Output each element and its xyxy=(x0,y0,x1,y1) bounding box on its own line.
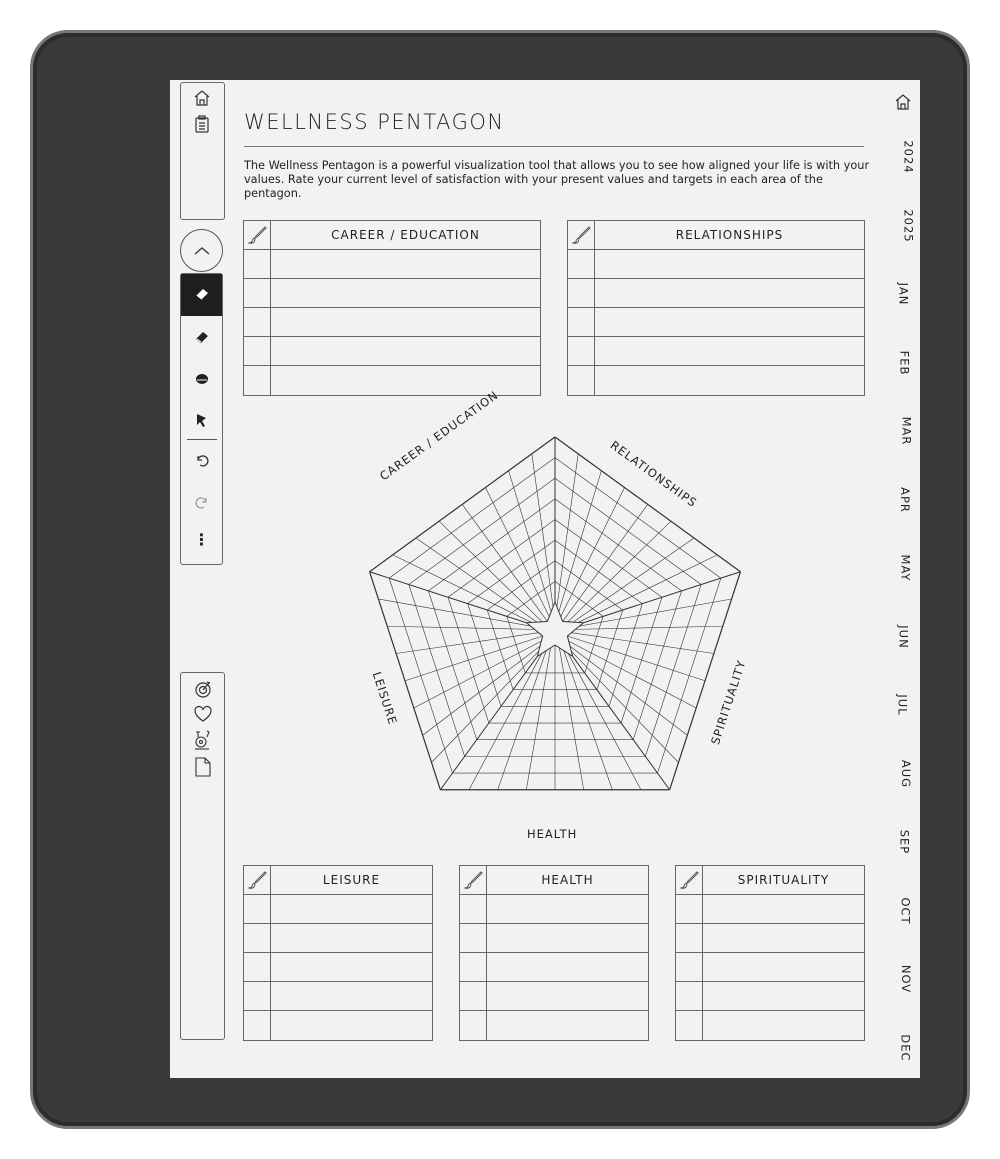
side-tab-label: NOV xyxy=(899,964,914,994)
brush-icon[interactable] xyxy=(247,870,267,890)
pentagon-grid-ring xyxy=(409,584,465,756)
pentagon-grid-radial xyxy=(526,648,550,790)
pentagon-label-career: CAREER / EDUCATION xyxy=(377,387,502,484)
pentagon-grid-radial xyxy=(432,651,539,762)
pentagon-grid-ring xyxy=(555,540,642,603)
side-tab-feb[interactable] xyxy=(892,350,912,375)
pentagon-grid-ring xyxy=(468,604,501,707)
pentagon-grid-radial xyxy=(405,636,543,681)
side-tab-2024[interactable] xyxy=(892,140,916,174)
pentagon-grid-radial xyxy=(557,454,578,607)
side-tab-label: AUG xyxy=(899,759,914,788)
pentagon-label-health: HEALTH xyxy=(527,827,578,841)
pentagon-grid-ring xyxy=(555,499,682,591)
side-tab-label: SEP xyxy=(897,829,912,855)
pentagon-grid-ring xyxy=(597,610,623,690)
home-icon[interactable] xyxy=(894,93,912,111)
page-title: WELLNESS PENTAGON xyxy=(244,110,505,134)
pentagon-grid-radial xyxy=(564,651,612,790)
side-tab-oct[interactable] xyxy=(892,896,913,925)
brush-icon[interactable] xyxy=(679,870,699,890)
side-tab-aug[interactable] xyxy=(892,759,914,788)
pentagon-grid-radial xyxy=(571,633,713,654)
side-tab-label: MAR xyxy=(899,416,914,446)
pentagon-grid-radial xyxy=(563,504,648,621)
pentagon-grid-radial xyxy=(423,646,540,735)
screen xyxy=(170,80,920,1078)
pentagon-grid-ring xyxy=(555,458,721,578)
pentagon-grid-ring xyxy=(555,561,623,610)
table-header: SPIRITUALITY xyxy=(737,873,830,887)
brush-icon[interactable] xyxy=(463,870,483,890)
side-tab-label: JAN xyxy=(896,282,911,306)
pentagon-edge xyxy=(555,437,740,572)
pentagon-grid-radial xyxy=(416,538,537,622)
pentagon-grid-radial xyxy=(568,653,641,789)
page-description: The Wellness Pentagon is a powerful visualization tool that allows you to see how aligned your life is with your values. Rate your current level of satisfaction with your present values and targets in each area of the pentagon. xyxy=(244,159,870,200)
pentagon-grid-radial xyxy=(462,504,547,621)
pentagon-grid-radial xyxy=(532,454,553,607)
pentagon-grid-radial xyxy=(387,626,534,629)
pentagon-grid-ring xyxy=(468,540,555,603)
pentagon-label-leisure: LEISURE xyxy=(369,670,401,727)
side-tab-mar[interactable] xyxy=(892,416,914,446)
side-tab-label: 2024 xyxy=(901,140,916,174)
health-table[interactable] xyxy=(459,865,649,1041)
side-tab-jun[interactable] xyxy=(892,624,912,649)
pentagon-grid-radial xyxy=(571,651,678,762)
pentagon-label-spirituality: SPIRITUALITY xyxy=(708,658,749,747)
side-tab-dec[interactable] xyxy=(892,1033,913,1062)
pentagon-grid-radial xyxy=(498,651,546,790)
pentagon-grid-radial xyxy=(469,653,542,789)
side-tab-may[interactable] xyxy=(892,554,913,582)
side-tab-apr[interactable] xyxy=(892,486,912,513)
pentagon-grid-ring xyxy=(633,591,681,740)
pentagon-grid-radial xyxy=(579,599,731,626)
side-tab-nov[interactable] xyxy=(892,964,914,994)
side-tab-2025[interactable] xyxy=(892,208,916,243)
pentagon-grid-radial xyxy=(393,555,532,623)
side-tab-label: OCT xyxy=(898,896,913,925)
pentagon-grid-ring xyxy=(487,561,555,610)
side-tab-label: DEC xyxy=(898,1033,913,1062)
table-header: LEISURE xyxy=(322,873,381,887)
side-tab-sep[interactable] xyxy=(892,829,912,855)
table-header: CAREER / EDUCATION xyxy=(331,228,480,242)
pentagon-grid-ring xyxy=(428,499,555,591)
star-edge xyxy=(547,602,555,621)
pentagon-grid-radial xyxy=(570,646,687,735)
pentagon-grid-ring xyxy=(448,520,555,598)
more-icon[interactable]: ⋮ xyxy=(193,530,210,549)
pentagon-grid-radial xyxy=(559,471,602,612)
pentagon-grid-ring xyxy=(621,597,662,723)
pentagon-grid-radial xyxy=(567,636,705,681)
pentagon-grid-ring xyxy=(645,584,701,756)
pentagon-grid-radial xyxy=(573,538,694,622)
pentagon-label-relationships: RELATIONSHIPS xyxy=(607,438,700,511)
pentagon-grid-ring xyxy=(657,578,720,773)
star-edge xyxy=(555,602,563,621)
side-tab-label: JUL xyxy=(895,694,910,716)
pentagon-grid-radial xyxy=(378,599,530,626)
side-tab-jan[interactable] xyxy=(892,282,912,306)
side-tab-label: 2025 xyxy=(901,208,916,243)
pentagon-grid-radial xyxy=(575,626,722,629)
pentagon-spoke xyxy=(584,572,741,623)
side-tab-label: FEB xyxy=(897,350,912,375)
pentagon-grid-radial xyxy=(509,471,552,612)
pentagon-grid-radial xyxy=(414,641,542,708)
pentagon-grid-radial xyxy=(396,633,538,654)
table-header: HEALTH xyxy=(541,873,594,887)
spirituality-table[interactable] xyxy=(675,865,865,1041)
side-tab-label: APR xyxy=(897,486,912,513)
pentagon-grid-radial xyxy=(559,648,583,790)
leisure-table[interactable] xyxy=(243,865,433,1041)
pentagon-grid-radial xyxy=(569,641,697,708)
pentagon-grid-ring xyxy=(555,520,662,598)
pentagon-grid-ring xyxy=(389,458,555,578)
pentagon-grid-ring xyxy=(448,597,489,723)
pentagon-grid-ring xyxy=(487,610,513,690)
pentagon-grid-ring xyxy=(428,591,476,740)
side-tab-label: JUN xyxy=(896,624,911,649)
side-tab-label: MAY xyxy=(898,554,913,582)
table-header: RELATIONSHIPS xyxy=(675,228,784,242)
pentagon-spoke xyxy=(370,572,527,623)
pentagon-grid-ring xyxy=(409,478,555,584)
side-tab-jul[interactable] xyxy=(892,694,912,716)
pentagon-grid-radial xyxy=(578,555,717,623)
pentagon-grid-ring xyxy=(389,578,452,773)
pentagon-grid-ring xyxy=(609,604,642,707)
